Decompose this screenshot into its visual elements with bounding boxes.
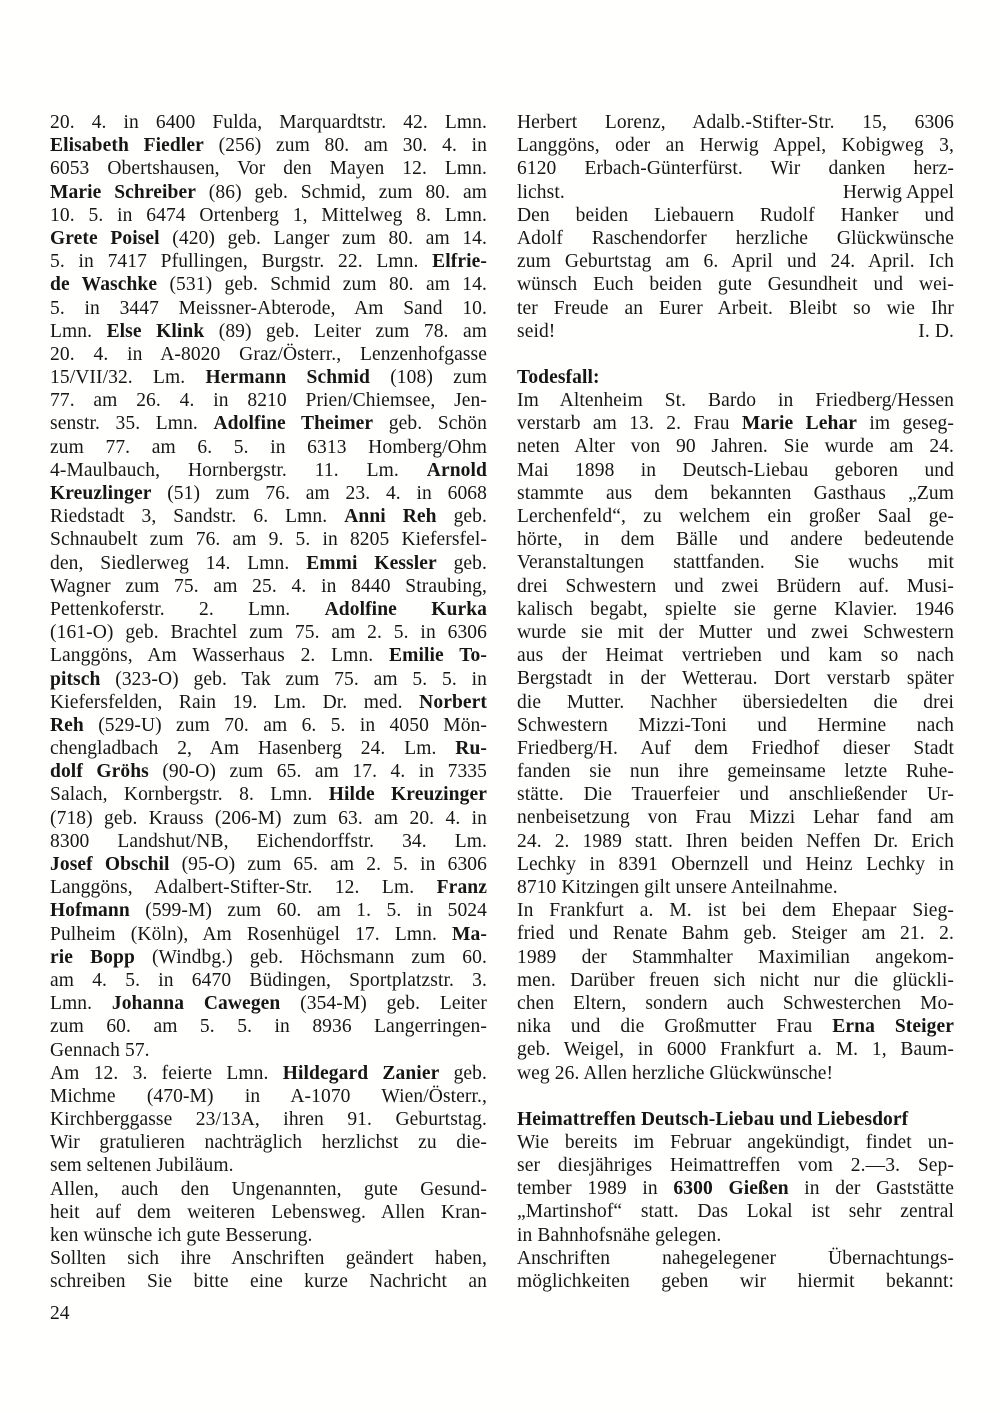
text-line xyxy=(50,482,487,505)
text-line xyxy=(517,575,954,598)
text-run: 6053 Obertshausen, Vor den Mayen 12. Lmn. xyxy=(50,158,487,180)
text-line xyxy=(517,1131,954,1154)
text-run: Am 12. 3. feierte Lmn. xyxy=(50,1062,283,1084)
text-line xyxy=(50,1178,487,1201)
text-line xyxy=(517,389,954,412)
text-run: 4-Maulbauch, Hornbergstr. 11. Lm. xyxy=(50,459,427,481)
text-line xyxy=(517,830,954,853)
text-line xyxy=(50,1062,487,1085)
text-line xyxy=(50,250,487,273)
text-run: Anschriften nahegelegener Übernachtungs- xyxy=(517,1247,954,1269)
text-run: men. Darüber freuen sich nicht nur die glückli- xyxy=(517,969,954,991)
text-line xyxy=(50,807,487,830)
text-line xyxy=(517,412,954,435)
text-run: geb. Weigel, in 6000 Frankfurt a. M. 1, Baum- xyxy=(517,1039,954,1061)
text-run: „Martinshof“ statt. Das Lokal ist sehr zentral xyxy=(517,1201,954,1223)
text-run: Langgöns, Am Wasserhaus 2. Lmn. xyxy=(50,645,390,667)
text-line xyxy=(50,853,487,876)
text-run: (420) geb. Langer zum 80. am 14. xyxy=(159,227,487,249)
text-run: am 4. 5. in 6470 Büdingen, Sportplatzstr. 3. xyxy=(50,969,487,991)
left-column xyxy=(50,111,487,1294)
text-run: fanden sie nun ihre gemeinsame letzte Ruhe- xyxy=(517,761,954,783)
text-run: Bergstadt in der Wetterau. Dort verstarb später xyxy=(517,668,954,690)
text-run: (108) zum xyxy=(369,367,487,389)
text-run: geb. xyxy=(436,552,487,574)
text-run: wurde sie mit der Mutter und zwei Schwestern xyxy=(517,621,954,643)
text-run: 8710 Kitzingen gilt unsere Anteilnahme. xyxy=(517,877,838,898)
bold-text-run: Kreuzlinger xyxy=(50,483,152,504)
text-run: In Frankfurt a. M. ist bei dem Ehepaar Sieg- xyxy=(517,900,954,922)
liebauer-greetings xyxy=(517,204,954,343)
bold-text-run: Josef Obschil xyxy=(50,854,170,875)
text-run: wünsch Euch beiden gute Gesundheit und wei- xyxy=(517,274,954,296)
text-run: Pulheim (Köln), Am Rosenhügel 17. Lmn. xyxy=(50,923,453,945)
address-change-request xyxy=(50,1247,487,1293)
text-line xyxy=(517,946,954,969)
text-run: Herwig Appel xyxy=(842,181,954,203)
text-run: Wir gratulieren nachträglich herzlichst zu die- xyxy=(50,1132,487,1154)
bold-text-run: pitsch xyxy=(50,668,101,690)
text-run: Lerchenfeld“, zu welchem ein großer Saal ge- xyxy=(517,506,954,527)
text-run: Pettenkoferstr. 2. Lmn. xyxy=(50,598,325,620)
zanier-91st-birthday xyxy=(50,1062,487,1178)
text-run: seid! xyxy=(517,320,556,342)
text-run: 5. in 3447 Meissner-Abterode, Am Sand 10. xyxy=(50,297,487,319)
text-line xyxy=(517,250,954,273)
text-line xyxy=(50,273,487,296)
bold-text-run: Erna Steiger xyxy=(832,1016,954,1038)
text-line xyxy=(517,482,954,505)
text-run: nika und die Großmutter Frau xyxy=(517,1016,833,1038)
text-run: Herbert Lorenz, Adalb.-Stifter-Str. 15, 6306 xyxy=(517,112,954,133)
birthday-congratulations-list xyxy=(50,111,487,1062)
text-run: tember 1989 in xyxy=(517,1178,674,1200)
bold-text-run: Franz xyxy=(436,877,487,899)
bold-text-run: de Waschke xyxy=(50,274,158,296)
text-run: geb. xyxy=(439,1062,487,1084)
text-run: drei Schwestern und zwei Brüdern auf. Musi- xyxy=(517,575,954,597)
general-wishes xyxy=(50,1178,487,1248)
text-run: chengladbach 2, Am Hasenberg 24. Lm. xyxy=(50,738,456,760)
two-column-layout xyxy=(50,111,954,1294)
text-run: (Windbg.) geb. Höchsmann zum 60. xyxy=(134,946,487,968)
text-line xyxy=(50,320,487,343)
bold-text-run: Reh xyxy=(50,714,84,736)
text-line xyxy=(50,876,487,899)
text-run: (323-O) geb. Tak zum 75. am 5. 5. in xyxy=(100,668,487,690)
bold-text-run: Emilie To- xyxy=(389,645,487,667)
text-run: (95-O) zum 65. am 2. 5. in 6306 xyxy=(169,854,487,875)
bold-text-run: Elisabeth Fiedler xyxy=(50,135,204,157)
bold-text-run: Hermann Schmid xyxy=(205,367,370,389)
text-line xyxy=(50,1224,487,1247)
text-run: (89) geb. Leiter zum 78. am xyxy=(204,320,487,342)
text-line xyxy=(517,1154,954,1177)
text-line xyxy=(50,1247,487,1270)
text-run: 77. am 26. 4. in 8210 Prien/Chiemsee, Jen- xyxy=(50,390,487,412)
text-run: (90-O) zum 65. am 17. 4. in 7335 xyxy=(148,761,487,783)
text-line xyxy=(50,923,487,946)
text-run: verstarb am 13. 2. Frau xyxy=(517,413,742,435)
text-line xyxy=(517,1038,954,1061)
text-line xyxy=(517,1200,954,1223)
text-run: (256) zum 80. am 30. 4. in xyxy=(203,135,487,157)
text-run: lichst. xyxy=(517,181,565,203)
text-run: Wagner zum 75. am 25. 4. in 8440 Straubing, xyxy=(50,575,487,597)
text-run: die Mutter. Nachher übersiedelten die drei xyxy=(517,691,954,713)
text-line xyxy=(50,412,487,435)
text-line xyxy=(50,830,487,853)
text-run: stätte. Die Trauerfeier und anschließender Ur- xyxy=(517,784,954,806)
text-line xyxy=(517,806,954,829)
text-line xyxy=(517,157,954,180)
text-run: zum 77. am 6. 5. in 6313 Homberg/Ohm xyxy=(50,436,487,458)
text-line xyxy=(50,1015,487,1038)
text-line xyxy=(517,969,954,992)
bold-text-run: Hildegard Zanier xyxy=(282,1062,440,1084)
text-run: Kiefersfelden, Rain 19. Lm. Dr. med. xyxy=(50,691,420,713)
text-run: aus der Heimat vertrieben und kam so nach xyxy=(517,645,954,667)
text-run: 1989 der Stammhalter Maximilian angekom- xyxy=(517,946,954,968)
text-line xyxy=(517,760,954,783)
text-run: 6120 Erbach-Günterfürst. Wir danken herz- xyxy=(517,158,954,180)
text-line xyxy=(50,181,487,204)
text-line xyxy=(517,737,954,760)
text-line xyxy=(517,1247,954,1270)
bold-text-run: Norbert xyxy=(419,691,487,713)
text-run: Riedstadt 3, Sandstr. 6. Lmn. xyxy=(50,506,345,528)
right-column xyxy=(517,111,954,1294)
text-run: Veranstaltungen stattfanden. Sie wuchs mit xyxy=(517,552,954,574)
text-line xyxy=(517,273,954,296)
text-run: sem seltenen Jubiläum. xyxy=(50,1155,234,1177)
text-run: geb. xyxy=(436,506,487,528)
text-run: hörte, in dem Bälle und andere bedeutende xyxy=(517,529,954,551)
text-line xyxy=(517,1270,954,1293)
text-line xyxy=(517,853,954,876)
text-line xyxy=(50,389,487,412)
bold-text-run: Else Klink xyxy=(106,320,205,342)
text-line xyxy=(517,181,954,204)
text-line xyxy=(517,922,954,945)
text-run: kalisch begabt, spielte sie gerne Klavier. 1946 xyxy=(517,598,954,620)
text-line xyxy=(517,992,954,1015)
text-line xyxy=(50,227,487,250)
text-line xyxy=(50,1201,487,1224)
bold-text-run: Marie Lehar xyxy=(741,413,858,435)
text-line xyxy=(517,204,954,227)
text-line xyxy=(50,204,487,227)
text-line xyxy=(517,297,954,320)
text-run: (86) geb. Schmid, zum 80. am xyxy=(195,181,487,203)
text-line xyxy=(517,598,954,621)
text-line xyxy=(517,111,954,134)
text-run: (718) geb. Krauss (206-M) zum 63. am 20. 4. in xyxy=(50,807,487,829)
text-line xyxy=(50,343,487,366)
page-number: 24 xyxy=(50,1303,70,1324)
text-run: Sollten sich ihre Anschriften geändert haben, xyxy=(50,1248,487,1270)
text-line xyxy=(50,366,487,389)
text-line xyxy=(50,783,487,806)
text-line xyxy=(50,691,487,714)
text-run: in Bahnhofsnähe gelegen. xyxy=(517,1224,722,1246)
text-line xyxy=(517,876,954,899)
text-line xyxy=(50,598,487,621)
text-run: (354-M) geb. Leiter xyxy=(280,993,487,1015)
bold-text-run: Emmi Kessler xyxy=(306,552,437,574)
text-line xyxy=(517,667,954,690)
text-line xyxy=(517,134,954,157)
text-run: ser diesjähriges Heimattreffen vom 2.—3. Sep- xyxy=(517,1155,954,1177)
text-run: weg 26. Allen herzliche Glückwünsche! xyxy=(517,1062,834,1084)
text-line xyxy=(517,899,954,922)
text-line xyxy=(517,505,954,528)
text-line xyxy=(50,111,487,134)
text-line xyxy=(517,691,954,714)
text-run: ken wünsche ich gute Besserung. xyxy=(50,1225,313,1246)
text-run: Friedberg/H. Auf dem Friedhof dieser Stadt xyxy=(517,737,954,759)
text-run: Salach, Kornbergstr. 8. Lmn. xyxy=(50,784,329,806)
bold-text-run: Hofmann xyxy=(50,900,130,922)
text-run: Allen, auch den Ungenannten, gute Gesund- xyxy=(50,1178,487,1200)
text-run: 8300 Landshut/NB, Eichendorffstr. 34. Lm. xyxy=(50,830,487,852)
contact-addresses-thanks xyxy=(517,111,954,204)
bold-text-run: Adolfine Kurka xyxy=(324,598,487,620)
text-run: Adolf Raschendorfer herzliche Glückwünsche xyxy=(517,227,954,249)
text-run: geb. Schön xyxy=(373,413,487,435)
text-line xyxy=(50,992,487,1015)
text-run: fried und Renate Bahm geb. Steiger am 21. 2. xyxy=(517,923,954,945)
text-run: 10. 5. in 6474 Ortenberg 1, Mittelweg 8. Lmn. xyxy=(50,204,487,226)
bold-text-run: Adolfine Theimer xyxy=(213,413,374,435)
text-line xyxy=(50,436,487,459)
text-line xyxy=(50,552,487,575)
bold-text-run: Ma- xyxy=(452,923,487,945)
text-line xyxy=(517,783,954,806)
text-run: 20. 4. in A-8020 Graz/Österr., Lenzenhofgasse xyxy=(50,343,487,365)
todesfall-section xyxy=(517,366,954,1085)
text-run: Im Altenheim St. Bardo in Friedberg/Hessen xyxy=(517,390,954,412)
text-line xyxy=(517,1224,954,1247)
text-run: den, Siedlerweg 14. Lmn. xyxy=(50,552,307,574)
text-line xyxy=(50,134,487,157)
text-line xyxy=(50,714,487,737)
bold-text-run: Grete Poisel xyxy=(50,227,160,249)
text-run: stammte aus dem bekannten Gasthaus „Zum xyxy=(517,482,954,504)
text-run: heit auf dem weiteren Lebensweg. Allen Kran- xyxy=(50,1201,487,1223)
text-line xyxy=(50,1039,487,1062)
text-line xyxy=(517,1015,954,1038)
text-run: nenbeisetzung von Frau Mizzi Lehar fand am xyxy=(517,807,954,829)
bold-text-run: dolf Gröhs xyxy=(50,761,149,783)
bold-text-run: 6300 Gießen xyxy=(673,1178,789,1200)
text-line xyxy=(50,760,487,783)
text-run: Kirchberggasse 23/13A, ihren 91. Geburtstag. xyxy=(50,1109,487,1131)
text-line xyxy=(50,946,487,969)
bold-text-run: Johanna Cawegen xyxy=(111,993,281,1015)
text-line xyxy=(517,1177,954,1200)
todesfall-heading xyxy=(517,366,954,389)
text-line xyxy=(50,644,487,667)
text-run: schreiben Sie bitte eine kurze Nachricht an xyxy=(50,1271,487,1293)
bold-text-run: Marie Schreiber xyxy=(50,181,196,203)
text-line xyxy=(50,1108,487,1131)
text-run: ter Freude an Eurer Arbeit. Bleibt so wie Ihr xyxy=(517,297,954,319)
text-line xyxy=(517,320,954,343)
bold-text-run: Hilde Kreuzinger xyxy=(328,784,487,806)
text-line xyxy=(50,459,487,482)
text-line xyxy=(517,528,954,551)
text-line xyxy=(50,737,487,760)
text-line xyxy=(50,668,487,691)
text-line xyxy=(50,1154,487,1177)
text-line xyxy=(50,969,487,992)
text-run: Den beiden Liebauern Rudolf Hanker und xyxy=(517,204,954,226)
text-line xyxy=(517,714,954,737)
text-run: zum Geburtstag am 6. April und 24. April. Ich xyxy=(517,251,954,273)
text-run: 20. 4. in 6400 Fulda, Marquardtstr. 42. Lmn. xyxy=(50,112,487,133)
text-run: neten Alter von 90 Jahren. Sie wurde am 24. xyxy=(517,436,954,458)
text-run: Schwestern Mizzi-Toni und Hermine nach xyxy=(517,714,954,736)
text-run: (599-M) zum 60. am 1. 5. in 5024 xyxy=(129,900,487,922)
text-line xyxy=(517,621,954,644)
bold-text-run: Todesfall: xyxy=(517,366,600,388)
text-line xyxy=(517,551,954,574)
text-run: 15/VII/32. Lm. xyxy=(50,367,206,389)
heimattreffen-heading xyxy=(517,1108,954,1131)
text-run: (529-U) zum 70. am 6. 5. in 4050 Mön- xyxy=(83,714,487,736)
bold-text-run: Heimattreffen Deutsch-Liebau und Liebesdorf xyxy=(517,1108,909,1130)
bold-text-run: Ru- xyxy=(455,738,487,760)
text-run: zum 60. am 5. 5. in 8936 Langerringen- xyxy=(50,1016,487,1038)
text-run: (161-O) geb. Brachtel zum 75. am 2. 5. in 6306 xyxy=(50,622,487,644)
bold-text-run: Arnold xyxy=(426,459,487,481)
bold-text-run: Anni Reh xyxy=(344,506,437,528)
text-line xyxy=(517,459,954,482)
text-line xyxy=(50,505,487,528)
text-run: (531) geb. Schmid zum 80. am 14. xyxy=(157,274,487,296)
text-run: (51) zum 76. am 23. 4. in 6068 xyxy=(151,483,487,504)
text-run: Langgöns, oder an Herwig Appel, Kobigweg 3, xyxy=(517,135,954,157)
text-line xyxy=(50,157,487,180)
text-line xyxy=(50,297,487,320)
text-line xyxy=(50,1131,487,1154)
bold-text-run: Elfrie- xyxy=(432,251,487,273)
text-line xyxy=(50,575,487,598)
text-run: Langgöns, Adalbert-Stifter-Str. 12. Lm. xyxy=(50,877,437,899)
text-line xyxy=(50,1270,487,1293)
text-run: möglichkeiten geben wir hiermit bekannt: xyxy=(517,1271,954,1292)
text-line xyxy=(517,644,954,667)
text-run: I. D. xyxy=(918,320,954,342)
text-run: senstr. 35. Lmn. xyxy=(50,413,214,435)
text-run: Wie bereits im Februar angekündigt, findet un- xyxy=(517,1131,954,1153)
heimattreffen-section xyxy=(517,1108,954,1294)
text-run: in der Gaststätte xyxy=(788,1178,954,1200)
text-line xyxy=(517,227,954,250)
text-run: Schnaubelt zum 76. am 9. 5. in 8205 Kiefersfel- xyxy=(50,529,487,551)
text-run: Michme (470-M) in A-1070 Wien/Österr., xyxy=(50,1085,487,1107)
text-run: Lmn. xyxy=(50,993,112,1015)
text-line xyxy=(50,528,487,551)
text-line xyxy=(517,1062,954,1085)
text-run: Lechky in 8391 Obernzell und Heinz Lechky in xyxy=(517,853,954,875)
text-line xyxy=(50,1085,487,1108)
text-line xyxy=(517,435,954,458)
text-run: Mai 1898 in Deutsch-Liebau geboren und xyxy=(517,459,954,481)
text-run: chen Eltern, sondern auch Schwesterchen Mo- xyxy=(517,992,954,1014)
text-run: 5. in 7417 Pfullingen, Burgstr. 22. Lmn. xyxy=(50,251,433,273)
text-run: 24. 2. 1989 statt. Ihren beiden Neffen Dr. Erich xyxy=(517,830,954,852)
text-run: Lmn. xyxy=(50,320,107,342)
text-line xyxy=(50,899,487,922)
text-run: Gennach 57. xyxy=(50,1039,150,1061)
bold-text-run: rie Bopp xyxy=(50,946,135,968)
text-line xyxy=(50,621,487,644)
text-run: im geseg- xyxy=(857,413,954,435)
